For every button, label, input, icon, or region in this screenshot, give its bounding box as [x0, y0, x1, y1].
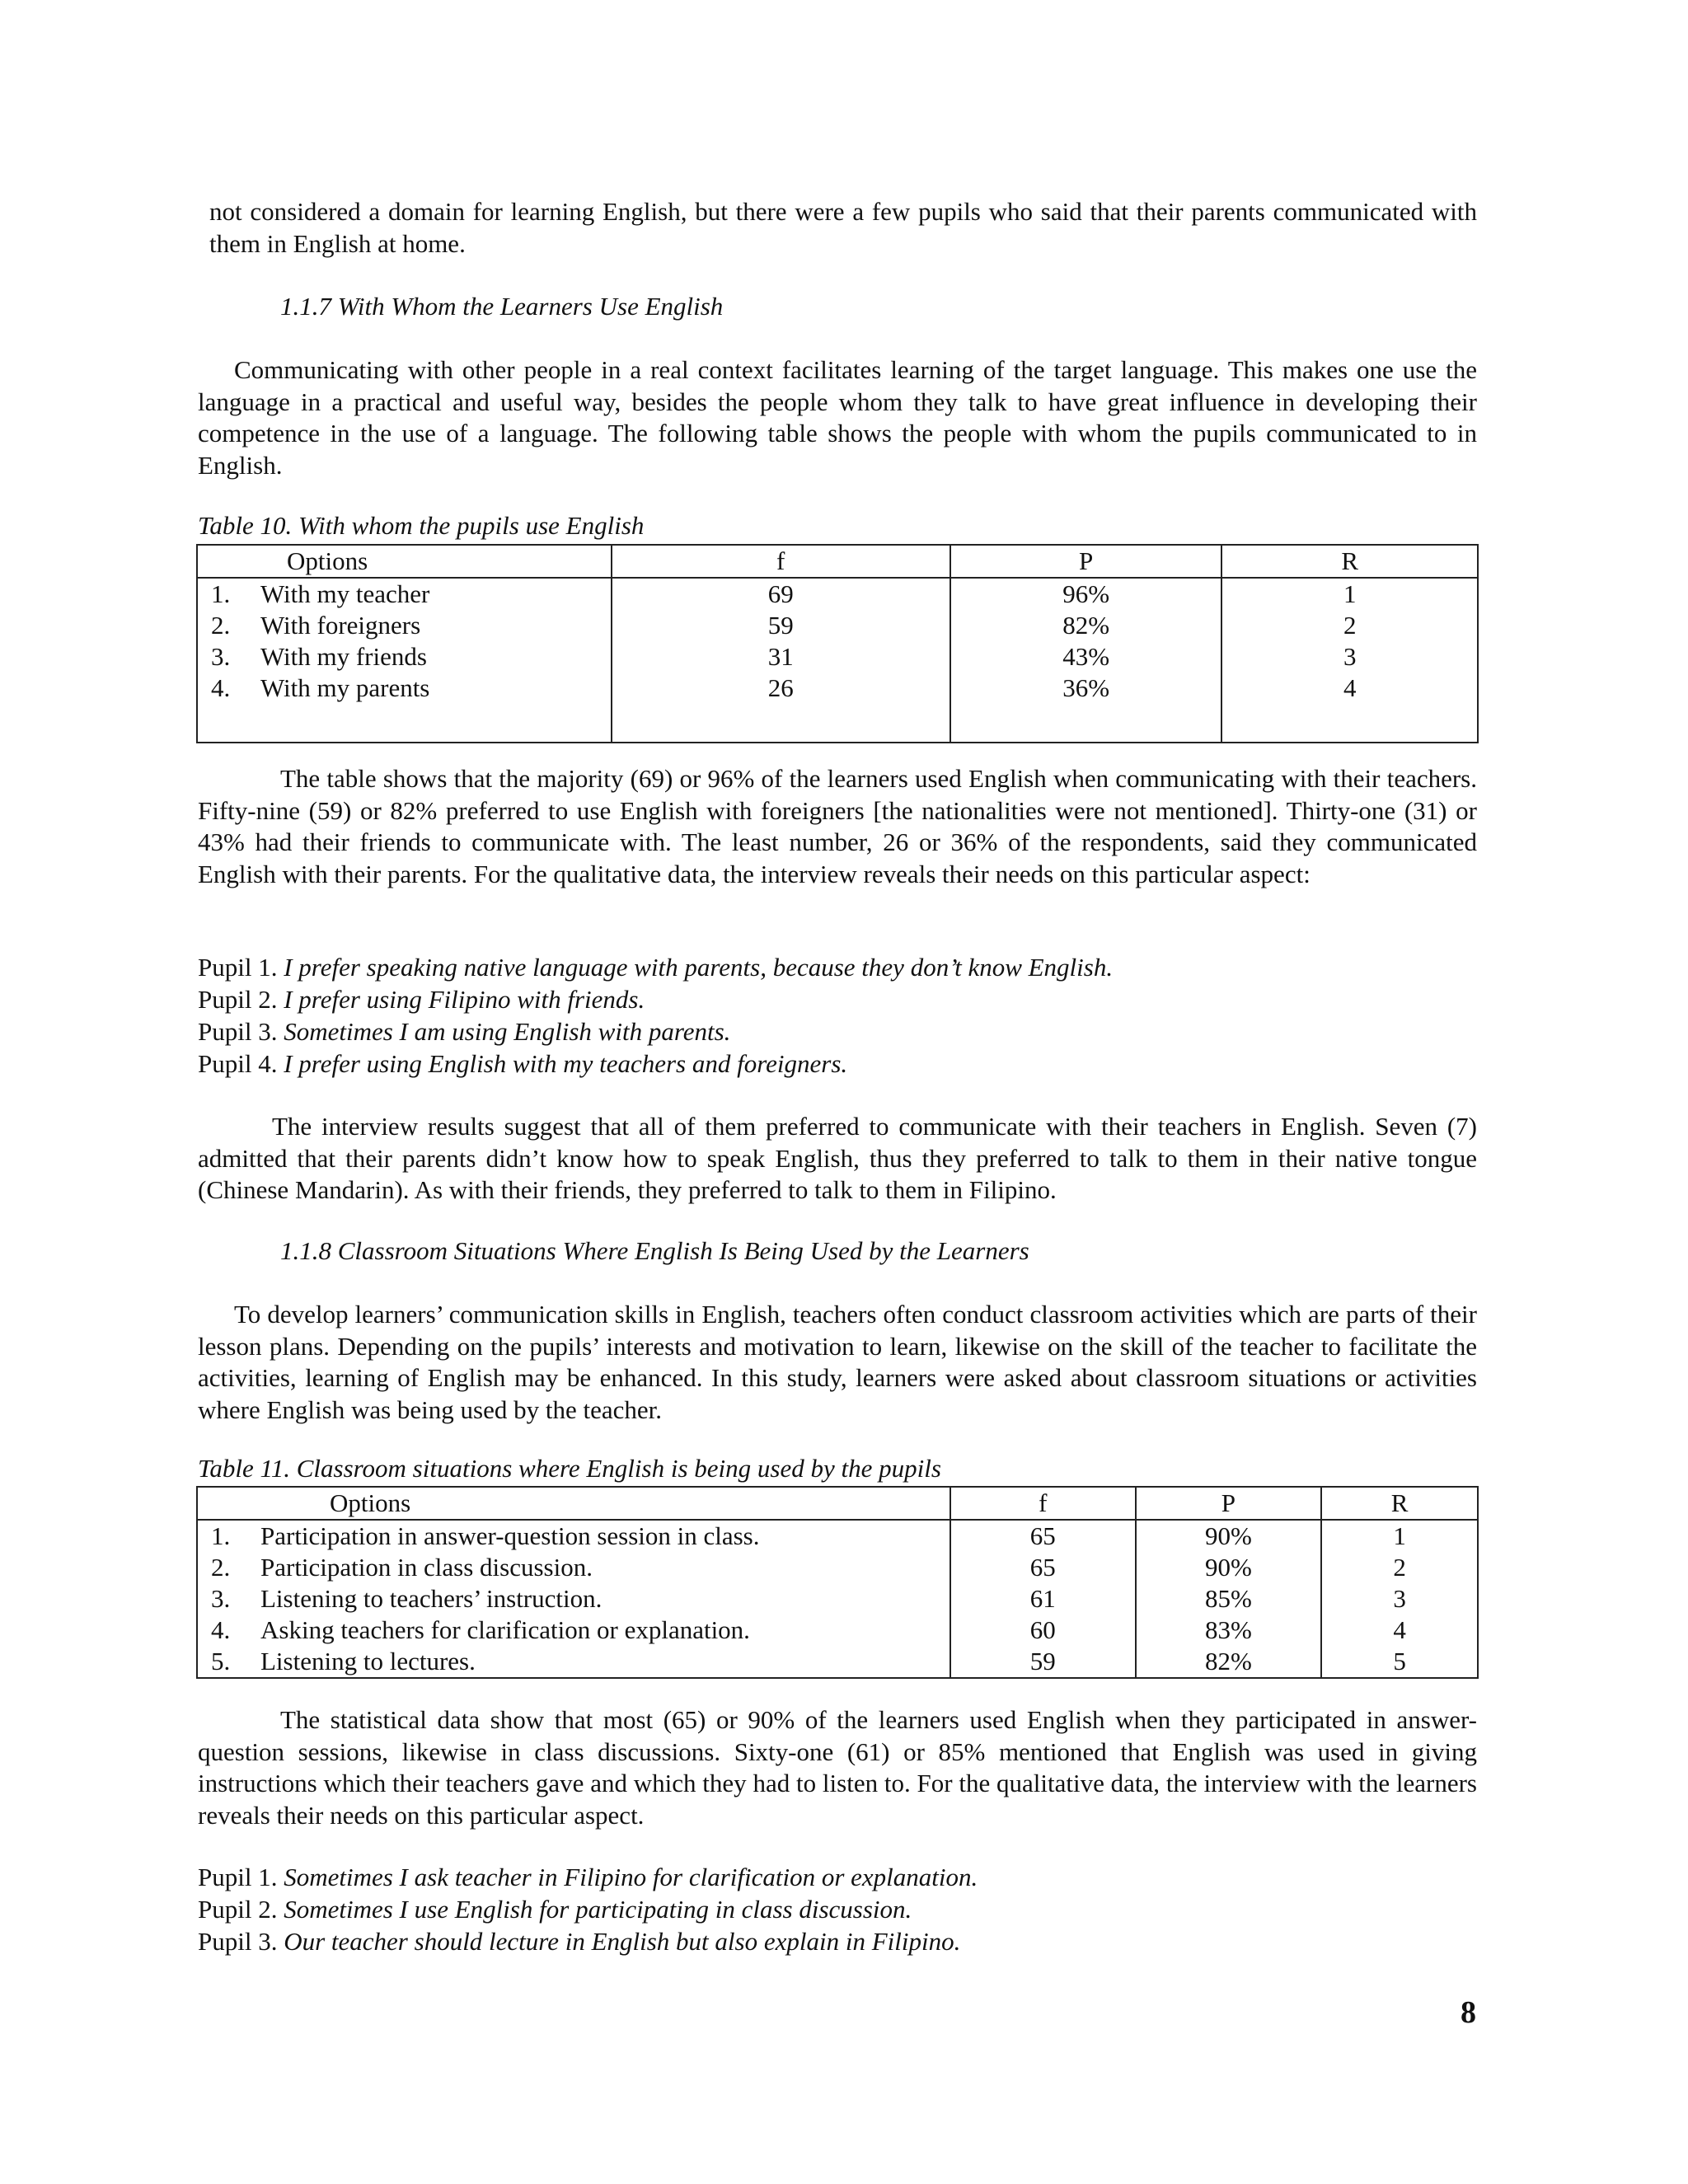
table-cell-f: 65 — [950, 1552, 1136, 1583]
table-10-header-options: Options — [197, 545, 612, 578]
pupil-quote: Pupil 2. I prefer using Filipino with friends. — [198, 985, 645, 1014]
table-cell-f: 59 — [612, 610, 950, 641]
table-cell-r: 2 — [1221, 610, 1478, 641]
table-cell-p: 83% — [1136, 1615, 1322, 1646]
table-row — [197, 1520, 1478, 1552]
table-10-header-row — [197, 545, 1478, 578]
table-cell-r: 3 — [1221, 641, 1478, 673]
table-11 — [196, 1486, 1479, 1679]
page-number: 8 — [1461, 1995, 1476, 2030]
table-cell-f: 26 — [612, 673, 950, 743]
paragraph-intro-1-1-8: To develop learners’ communication skills in English, teachers often conduct classroom activities which are parts of their lesson plans. Depending on the pupils’ interests and motivation to learn, likewise on the skill of the teacher to facilitate the activities, learning of English may be enhanced. In this study, learners were asked about classroom situations or activities where English was being used by the teacher. — [198, 1300, 1477, 1424]
table-cell-f: 59 — [950, 1646, 1136, 1678]
table-cell-p: 82% — [950, 610, 1222, 641]
table-cell-f: 61 — [950, 1583, 1136, 1615]
paragraph-intro-1-1-7: Communicating with other people in a real context facilitates learning of the target language. This makes one use the language in a practical and useful way, besides the people whom they talk to have great influence in developing their competence in the use of a language. The following table shows the people with whom the pupils communicated to in English. — [198, 355, 1477, 480]
table-cell-f: 60 — [950, 1615, 1136, 1646]
table-cell-option: 3. Listening to teachers’ instruction. — [197, 1583, 950, 1615]
section-heading-1-1-7: 1.1.7 With Whom the Learners Use English — [280, 292, 724, 321]
pupil-quotes-2 — [198, 1861, 978, 1957]
pupil-quote: Pupil 3. Our teacher should lecture in English but also explain in Filipino. — [198, 1927, 961, 1956]
table-row — [197, 1646, 1478, 1678]
pupil-quote: Pupil 3. Sometimes I am using English with parents. — [198, 1017, 731, 1046]
table-10-header-r: R — [1221, 545, 1478, 578]
table-11-header-r: R — [1321, 1487, 1478, 1520]
pupil-quote: Pupil 1. Sometimes I ask teacher in Filipino for clarification or explanation. — [198, 1863, 978, 1891]
table-cell-option: 1. With my teacher — [197, 578, 612, 610]
section-heading-1-1-8: 1.1.8 Classroom Situations Where English Is Being Used by the Learners — [280, 1236, 1029, 1265]
table-cell-p: 36% — [950, 673, 1222, 743]
table-10-header-p: P — [950, 545, 1222, 578]
table-cell-f: 69 — [612, 578, 950, 610]
table-row — [197, 641, 1478, 673]
table-10-header-f: f — [612, 545, 950, 578]
table-row — [197, 1583, 1478, 1615]
table-cell-r: 2 — [1321, 1552, 1478, 1583]
table-row — [197, 1552, 1478, 1583]
table-cell-option: 2. Participation in class discussion. — [197, 1552, 950, 1583]
paragraph-interview-results: The interview results suggest that all of them preferred to communicate with their teachers in English. Seven (7) admitted that their parents didn’t know how to speak English, thus they preferred to talk to them in their native tongue (Chinese Mandarin). As with their friends, they preferred to talk to them in Filipino. — [198, 1112, 1477, 1204]
table-cell-p: 96% — [950, 578, 1222, 610]
table-11-header-options: Options — [197, 1487, 950, 1520]
table-cell-option: 2. With foreigners — [197, 610, 612, 641]
table-cell-p: 82% — [1136, 1646, 1322, 1678]
paragraph-table-11-discussion: The statistical data show that most (65) or 90% of the learners used English when they participated in answer-question sessions, likewise in class discussions. Sixty-one (61) or 85% mentioned that English was used in giving instructions which their teachers gave and which they had to listen to. For the qualitative data, the interview with the learners reveals their needs on this particular aspect. — [198, 1705, 1477, 1830]
table-row — [197, 1615, 1478, 1646]
table-cell-p: 85% — [1136, 1583, 1322, 1615]
table-cell-r: 3 — [1321, 1583, 1478, 1615]
table-cell-p: 43% — [950, 641, 1222, 673]
table-11-header-p: P — [1136, 1487, 1322, 1520]
pupil-quote: Pupil 4. I prefer using English with my teachers and foreigners. — [198, 1049, 848, 1078]
table-cell-option: 1. Participation in answer-question session in class. — [197, 1520, 950, 1552]
paragraph-continued: not considered a domain for learning English, but there were a few pupils who said that their parents communicated with them in English at home. — [209, 197, 1477, 258]
table-cell-r: 4 — [1221, 673, 1478, 743]
table-cell-r: 1 — [1221, 578, 1478, 610]
table-row — [197, 610, 1478, 641]
table-cell-p: 90% — [1136, 1520, 1322, 1552]
table-cell-option: 4. Asking teachers for clarification or explanation. — [197, 1615, 950, 1646]
table-cell-option: 3. With my friends — [197, 641, 612, 673]
pupil-quote: Pupil 1. I prefer speaking native language with parents, because they don’t know English. — [198, 953, 1114, 982]
table-11-header-row — [197, 1487, 1478, 1520]
table-cell-f: 31 — [612, 641, 950, 673]
table-cell-f: 65 — [950, 1520, 1136, 1552]
paragraph-table-10-discussion: The table shows that the majority (69) or 96% of the learners used English when communicating with their teachers. Fifty-nine (59) or 82% preferred to use English with foreigners [the nationalities were not mentioned]. Thirty-one (31) or 43% had their friends to communicate with. The least number, 26 or 36% of the respondents, said they communicated English with their parents. For the qualitative data, the interview reveals their needs on this particular aspect: — [198, 764, 1477, 888]
pupil-quote: Pupil 2. Sometimes I use English for participating in class discussion. — [198, 1895, 912, 1924]
table-10 — [196, 544, 1479, 743]
pupil-quotes-1 — [198, 951, 1113, 1080]
table-11-header-f: f — [950, 1487, 1136, 1520]
table-row — [197, 673, 1478, 743]
table-10-caption: Table 10. With whom the pupils use English — [198, 511, 645, 540]
table-11-caption: Table 11. Classroom situations where English is being used by the pupils — [198, 1454, 941, 1483]
table-cell-r: 4 — [1321, 1615, 1478, 1646]
table-cell-r: 5 — [1321, 1646, 1478, 1678]
table-cell-r: 1 — [1321, 1520, 1478, 1552]
table-cell-option: 4. With my parents — [197, 673, 612, 743]
table-cell-p: 90% — [1136, 1552, 1322, 1583]
table-row — [197, 578, 1478, 610]
table-cell-option: 5. Listening to lectures. — [197, 1646, 950, 1678]
